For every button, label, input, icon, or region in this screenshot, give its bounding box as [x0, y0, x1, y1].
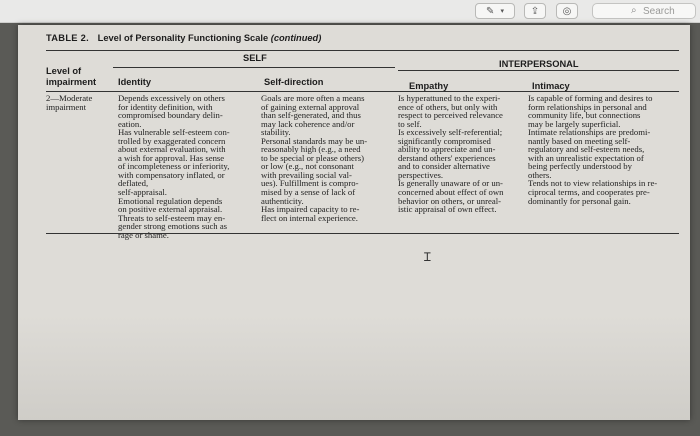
share-button[interactable] [524, 3, 546, 19]
empathy-line: derstand others' experiences [398, 152, 496, 163]
intimacy-line: regulatory and self-esteem needs, [528, 144, 645, 155]
viewer-toolbar [0, 0, 700, 23]
self-direction-line: than self-generated, and thus [261, 110, 361, 121]
identity-line: with compensatory inflated, or [118, 169, 225, 180]
top-rule [46, 50, 679, 51]
intimacy-line: others. [528, 169, 552, 180]
self-underline [113, 67, 395, 68]
caption-title: Level of Personality Functioning Scale [97, 33, 269, 43]
identity-cell [118, 94, 230, 239]
empathy-line: significantly compromised [398, 135, 491, 146]
self-direction-line: stability. [261, 127, 291, 138]
empathy-line: istic appraisal of own effect. [398, 204, 497, 215]
caption-suffix: (continued) [270, 33, 322, 43]
self-direction-line: or low (e.g., not consonant [261, 161, 354, 172]
intimacy-line: with an unrealistic expectation of [528, 152, 644, 163]
self-direction-cell [261, 94, 367, 222]
identity-line: gender strong emotions such as [118, 221, 228, 232]
intimacy-line: ciprocal terms, and cooperates pre- [528, 187, 650, 198]
identity-line: deflated, [118, 178, 149, 189]
empathy-cell [398, 94, 504, 214]
self-direction-line: ues). Fulfillment is compro- [261, 178, 359, 189]
intimacy-line: may be largely superficial. [528, 118, 621, 129]
self-direction-line: mised by a sense of lack of [261, 187, 356, 198]
empathy-line: Is hyperattuned to the experi- [398, 93, 501, 103]
identity-line: Emotional regulation depends [118, 195, 223, 206]
level-cell [46, 94, 92, 111]
header-identity: Identity [118, 77, 152, 87]
self-direction-line: Has impaired capacity to re- [261, 204, 360, 215]
intimacy-line: nantly based on meeting self- [528, 135, 631, 146]
caption-label: TABLE 2. [46, 33, 90, 43]
self-direction-line: Goals are more often a means [261, 93, 365, 103]
intimacy-line: Is capable of forming and desires to [528, 93, 653, 103]
search-input[interactable] [592, 3, 696, 19]
intimacy-line: Tends not to view relationships in re- [528, 178, 658, 189]
empathy-line: respect to perceived relevance [398, 110, 503, 121]
header-empathy: Empathy [409, 81, 449, 91]
identity-line: for identity definition, with [118, 101, 213, 112]
text-cursor-icon: Ɪ [424, 250, 431, 264]
intimacy-line: dominantly for personal gain. [528, 195, 631, 206]
bottom-rule [46, 233, 679, 234]
group-header-self: SELF [243, 53, 267, 63]
self-direction-line: authenticity. [261, 195, 304, 206]
share-icon: ⇪ [530, 5, 540, 17]
empathy-line: and to consider alternative [398, 161, 490, 172]
identity-line: about external evaluation, with [118, 144, 226, 155]
self-direction-line: Personal standards may be un- [261, 135, 368, 146]
empathy-line: Is excessively self-referential; [398, 127, 503, 138]
identity-line: rage or shame. [118, 229, 169, 240]
identity-line: Depends excessively on others [118, 93, 225, 103]
level-line: impairment [46, 101, 87, 112]
self-direction-line: of gaining external approval [261, 101, 360, 112]
markup-icon: ◎ [562, 5, 572, 17]
identity-line: on positive external appraisal. [118, 204, 223, 215]
search-placeholder: Search [643, 6, 675, 17]
self-direction-line: with prevailing social val- [261, 169, 352, 180]
identity-line: compromised boundary delin- [118, 110, 223, 121]
table-caption [46, 33, 321, 43]
intimacy-cell [528, 94, 657, 205]
identity-line: eation. [118, 118, 142, 129]
empathy-line: ence of others, but only with [398, 101, 498, 112]
document-page [18, 25, 690, 420]
empathy-line: perspectives. [398, 169, 444, 180]
identity-line: a wish for approval. Has sense [118, 152, 225, 163]
empathy-line: ability to appreciate and un- [398, 144, 496, 155]
identity-line: self-appraisal. [118, 187, 167, 198]
empathy-line: Is generally unaware of or un- [398, 178, 503, 189]
pen-button[interactable] [475, 3, 515, 19]
self-direction-line: to be special or please others) [261, 152, 365, 163]
header-level: Level of impairment [46, 66, 97, 87]
self-direction-line: may lack coherence and/or [261, 118, 355, 129]
empathy-line: concerned about effect of own [398, 187, 504, 198]
identity-line: Has vulnerable self-esteem con- [118, 127, 230, 138]
group-header-interpersonal: INTERPERSONAL [499, 59, 579, 69]
header-self-direction: Self-direction [264, 77, 324, 87]
search-icon: ⌕ [631, 5, 637, 16]
intimacy-line: community life, but connections [528, 110, 641, 121]
identity-line: trolled by exaggerated concern [118, 135, 226, 146]
intimacy-line: being perfectly understood by [528, 161, 632, 172]
empathy-line: to self. [398, 118, 422, 129]
pen-icon: ✎ [486, 5, 495, 17]
level-line: 2—Moderate [46, 93, 93, 103]
self-direction-line: reasonably high (e.g., a need [261, 144, 361, 155]
identity-line: Threats to self-esteem may en- [118, 212, 226, 223]
self-direction-line: flect on internal experience. [261, 212, 358, 223]
intimacy-line: Intimate relationships are predomi- [528, 127, 651, 138]
empathy-line: behavior on others, or unreal- [398, 195, 502, 206]
intimacy-line: form relationships in personal and [528, 101, 647, 112]
header-rule [46, 91, 679, 92]
markup-button[interactable] [556, 3, 578, 19]
identity-line: of incompleteness or inferiority, [118, 161, 230, 172]
header-intimacy: Intimacy [532, 81, 570, 91]
interpersonal-underline [398, 70, 679, 71]
chevron-down-icon: ▾ [500, 7, 504, 15]
